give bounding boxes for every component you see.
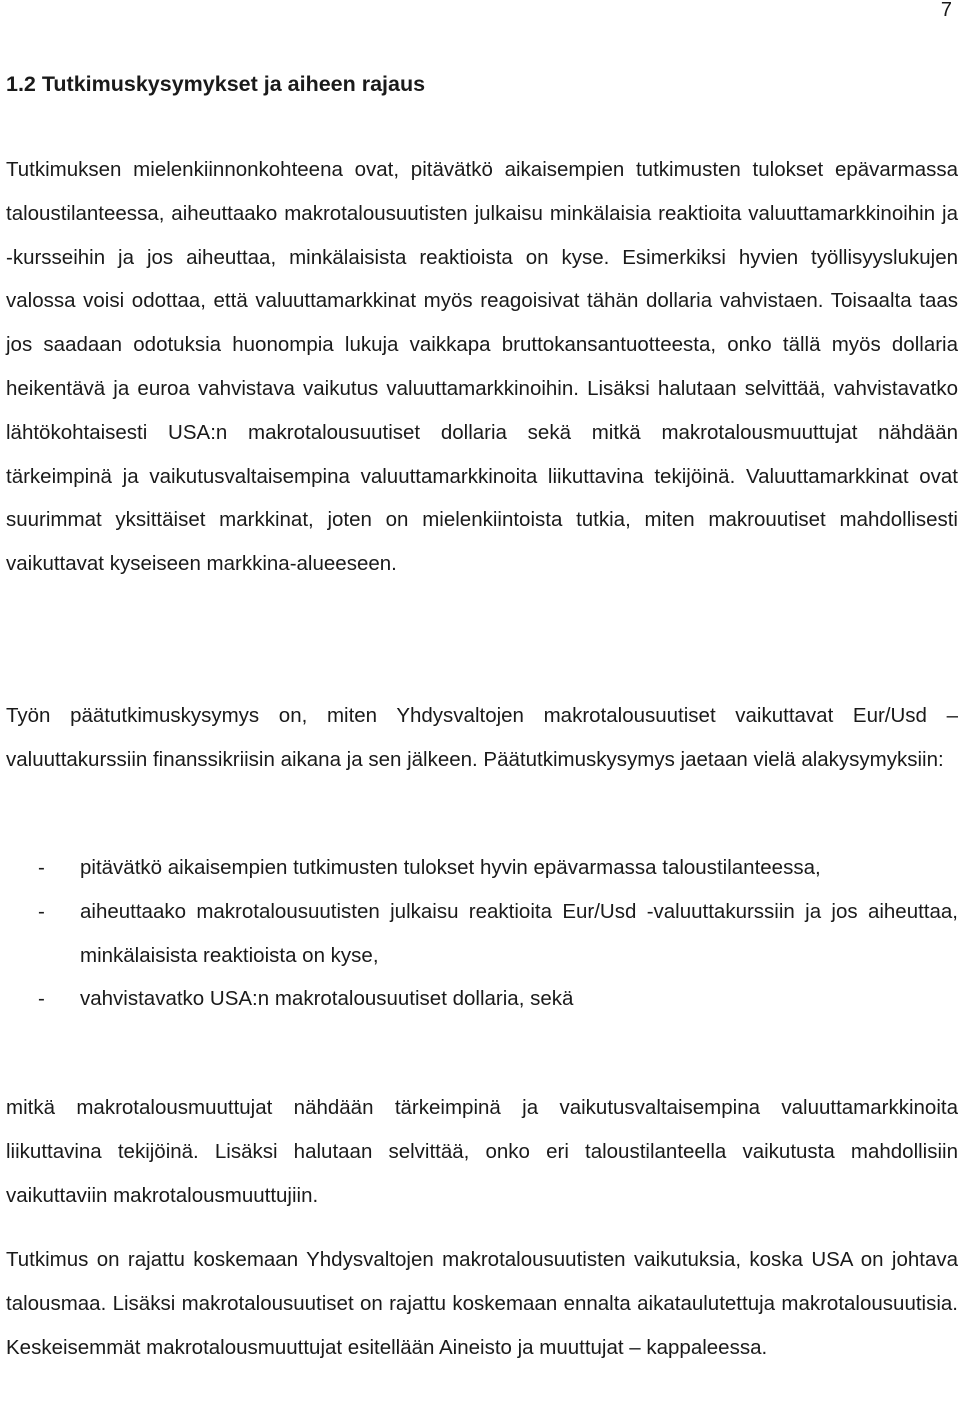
paragraph-continuation: mitkä makrotalousmuuttujat nähdään tärkeimpinä ja vaikutusvaltaisempina valuuttamarkkinoita liikuttavina tekijöinä. Lisäksi halutaan selvittää, onko eri taloustilanteella vaikutusta mahdollisiin vaikuttaviin makrotalousmuuttujiin. — [6, 1096, 958, 1207]
section-heading: 1.2 Tutkimuskysymykset ja aiheen rajaus — [6, 72, 426, 96]
list-bullet: - — [38, 899, 45, 923]
list-item — [0, 890, 958, 978]
list-item-text: vahvistavatko USA:n makrotalousuutiset dollaria, sekä — [80, 987, 574, 1011]
list-item-text: pitävätkö aikaisempien tutkimusten tulokset hyvin epävarmassa taloustilanteessa, — [80, 856, 821, 879]
list-bullet: - — [38, 987, 45, 1011]
list-item-text: aiheuttaako makrotalousuutisten julkaisu reaktioita Eur/Usd -valuuttakurssiin ja jos aiheuttaa, minkälaisista reaktioista on kyse, — [80, 899, 958, 967]
page-number: 7 — [940, 0, 952, 21]
paragraph-scope: Tutkimus on rajattu koskemaan Yhdysvaltojen makrotalousuutisten vaikutuksia, koska USA on johtava talousmaa. Lisäksi makrotalousuutiset on rajattu koskemaan ennalta aikataulutettuja makrotalousuutisia. Keskeisemmät makrotalousmuuttujat esitellään Aineisto ja muuttujat – kappaleessa. — [6, 1248, 958, 1359]
sub-question-list — [0, 846, 958, 1021]
list-bullet: - — [38, 856, 45, 879]
list-item — [0, 977, 958, 1021]
list-item — [0, 846, 958, 890]
paragraph-main-question: Työn päätutkimuskysymys on, miten Yhdysvaltojen makrotalousuutiset vaikuttavat Eur/Usd –valuuttakurssiin finanssikriisin aikana ja sen jälkeen. Päätutkimuskysymys jaetaan vielä alakysymyksiin: — [6, 704, 958, 771]
paragraph-research-interest: Tutkimuksen mielenkiinnonkohteena ovat, pitävätkö aikaisempien tutkimusten tulokset epävarmassa taloustilanteessa, aiheuttaako makrotalousuutisten julkaisu minkälaisia reaktioita valuuttamarkkinoihin ja -kursseihin ja jos aiheuttaa, minkälaisista reaktioista on kyse. Esimerkiksi hyvien työllisyyslukujen valossa voisi odottaa, että valuuttamarkkinat myös reagoisivat tähän dollaria vahvistaen. Toisaalta taas jos saadaan odotuksia huonompia lukuja vaikkapa bruttokansantuotteesta, onko tällä myös dollaria heikentävä ja euroa vahvistava vaikutus valuuttamarkkinoihin. Lisäksi halutaan selvittää, vahvistavatko lähtökohtaisesti USA:n makrotalousuutiset dollaria sekä mitkä makrotalousmuuttujat nähdään tärkeimpinä ja vaikutusvaltaisempina valuuttamarkkinoita liikuttavina tekijöinä. Valuuttamarkkinat ovat suurimmat yksittäiset markkinat, joten on mielenkiintoista tutkia, miten makrouutiset mahdollisesti vaikuttavat kyseiseen markkina-alueeseen. — [6, 158, 958, 576]
